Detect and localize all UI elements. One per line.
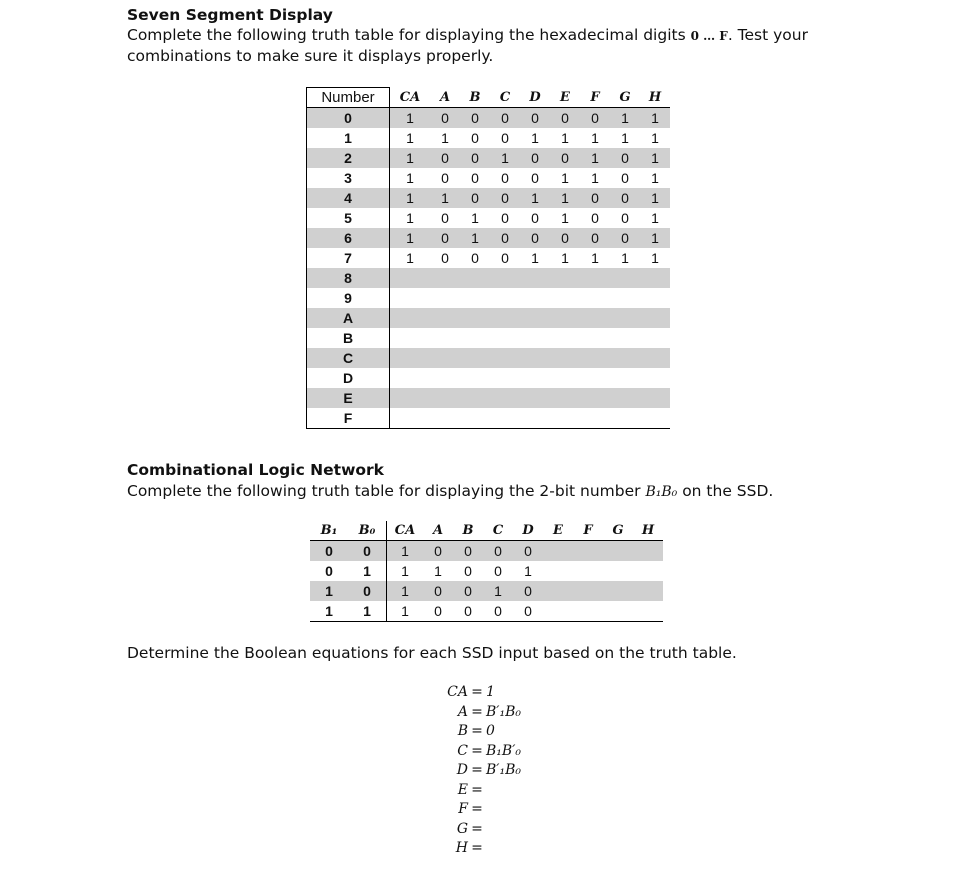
equation-lhs: F (458, 801, 468, 817)
table-row (310, 541, 663, 562)
segment-header: C (490, 88, 520, 108)
description-text-after: . Test your combinations to make sure it displays properly. (127, 26, 808, 65)
number-cell: 9 (307, 288, 390, 308)
segment-value-cell[interactable] (640, 328, 670, 348)
segment-header: D (513, 521, 543, 541)
segment-value-cell[interactable]: 0 (580, 188, 610, 208)
segment-value-cell[interactable]: 1 (434, 563, 442, 579)
segment-value-cell[interactable]: 0 (464, 563, 472, 579)
equals-sign: = (471, 801, 483, 817)
segment-value-cell[interactable] (490, 328, 520, 348)
equation-lhs: D (456, 762, 468, 778)
equals-sign: = (471, 762, 483, 778)
segment-value-cell[interactable] (640, 288, 670, 308)
equation-lhs: A (457, 703, 468, 720)
number-cell: 5 (307, 208, 390, 228)
segment-value-cell[interactable] (550, 388, 580, 408)
segment-value-cell[interactable]: 1 (483, 581, 513, 601)
segment-value-cell[interactable]: 0 (531, 170, 539, 186)
table-row (307, 188, 671, 208)
table-row (307, 248, 671, 268)
equation-rhs[interactable]: B′₁B₀ (486, 762, 521, 778)
segment-value-cell[interactable] (640, 388, 670, 408)
section-title-seven-segment: Seven Segment Display (127, 6, 333, 24)
segment-value-cell[interactable]: 0 (550, 228, 580, 248)
segment-value-cell[interactable] (550, 348, 580, 368)
segment-value-cell[interactable]: 0 (441, 170, 449, 186)
segment-value-cell[interactable]: 0 (550, 108, 580, 129)
equals-sign: = (471, 781, 483, 798)
segment-value-cell[interactable]: 0 (520, 228, 550, 248)
segment-value-cell[interactable]: 0 (453, 581, 483, 601)
equation-line (420, 703, 521, 723)
segment-value-cell[interactable]: 0 (441, 210, 449, 226)
number-cell: C (307, 348, 390, 368)
segment-value-cell[interactable] (390, 388, 431, 408)
segment-value-cell[interactable] (550, 408, 580, 429)
segment-value-cell[interactable] (430, 388, 460, 408)
segment-value-cell[interactable]: 1 (387, 541, 424, 562)
segment-value-cell[interactable] (603, 561, 633, 581)
segment-value-cell[interactable]: 0 (501, 250, 509, 266)
equals-sign: = (471, 820, 483, 837)
equation-line (420, 820, 521, 840)
segment-value-cell[interactable] (580, 368, 610, 388)
input-bit-cell: 0 (310, 541, 348, 562)
equals-sign: = (471, 703, 483, 720)
segment-value-cell[interactable]: 1 (651, 210, 659, 226)
segment-value-cell[interactable] (633, 601, 663, 622)
segment-value-cell[interactable]: 1 (640, 148, 670, 168)
segment-value-cell[interactable]: 0 (423, 581, 453, 601)
number-cell: 0 (307, 108, 390, 129)
segment-value-cell[interactable] (633, 581, 663, 601)
segment-value-cell[interactable] (543, 581, 573, 601)
table-row (307, 288, 671, 308)
segment-value-cell[interactable]: 1 (406, 130, 414, 146)
equation-lhs: G (456, 820, 468, 837)
segment-value-cell[interactable] (430, 348, 460, 368)
segment-value-cell[interactable]: 1 (591, 250, 599, 266)
segment-value-cell[interactable] (520, 328, 550, 348)
table-row (307, 388, 671, 408)
number-cell: 7 (307, 248, 390, 268)
equals-sign: = (471, 742, 483, 759)
segment-value-cell[interactable]: 0 (483, 541, 513, 562)
segment-header: H (640, 88, 670, 108)
equals-sign: = (471, 840, 483, 856)
segment-value-cell[interactable]: 0 (520, 108, 550, 129)
segment-value-cell[interactable] (460, 328, 490, 348)
input-header: B₁ (310, 521, 348, 541)
input-header: B₀ (348, 521, 387, 541)
number-cell: 4 (307, 188, 390, 208)
table-header-row (307, 88, 671, 108)
segment-value-cell[interactable] (520, 288, 550, 308)
equation-line (420, 761, 521, 781)
segment-value-cell[interactable] (390, 348, 431, 368)
segment-value-cell[interactable]: 0 (621, 170, 629, 186)
number-cell: 2 (307, 148, 390, 168)
number-cell: 3 (307, 168, 390, 188)
segment-value-cell[interactable]: 1 (651, 130, 659, 146)
seven-segment-truth-table (306, 87, 670, 429)
segment-value-cell[interactable]: 1 (406, 170, 414, 186)
input-bit-cell: 0 (325, 563, 333, 579)
segment-value-cell[interactable]: 0 (494, 563, 502, 579)
segment-value-cell[interactable]: 0 (490, 188, 520, 208)
equation-rhs[interactable]: 0 (486, 723, 495, 739)
segment-value-cell[interactable]: 1 (651, 170, 659, 186)
segment-value-cell[interactable] (490, 268, 520, 288)
segment-header: H (633, 521, 663, 541)
segment-value-cell[interactable]: 1 (531, 250, 539, 266)
equation-line (420, 839, 521, 859)
segment-value-cell[interactable] (430, 368, 460, 388)
segment-value-cell[interactable]: 1 (640, 228, 670, 248)
segment-value-cell[interactable] (490, 288, 520, 308)
segment-value-cell[interactable] (573, 541, 603, 562)
segment-value-cell[interactable]: 0 (460, 148, 490, 168)
table-row (307, 408, 671, 429)
segment-value-cell[interactable] (390, 268, 431, 288)
segment-value-cell[interactable]: 1 (591, 170, 599, 186)
number-symbol: B₁B₀ (645, 484, 678, 500)
segment-value-cell[interactable]: 0 (453, 601, 483, 622)
segment-value-cell[interactable]: 1 (561, 130, 569, 146)
input-bit-cell: 0 (348, 581, 387, 601)
segment-value-cell[interactable]: 1 (651, 250, 659, 266)
table-header-row (310, 521, 663, 541)
equation-lhs: B (457, 723, 468, 739)
segment-value-cell[interactable]: 0 (610, 188, 640, 208)
equation-line (420, 742, 521, 762)
segment-value-cell[interactable] (490, 348, 520, 368)
segment-value-cell[interactable] (580, 388, 610, 408)
segment-header: F (573, 521, 603, 541)
segment-value-cell[interactable] (543, 541, 573, 562)
segment-value-cell[interactable] (640, 368, 670, 388)
segment-value-cell[interactable] (430, 268, 460, 288)
segment-value-cell[interactable]: 0 (441, 250, 449, 266)
segment-value-cell[interactable] (390, 328, 431, 348)
segment-value-cell[interactable] (520, 368, 550, 388)
segment-value-cell[interactable] (580, 348, 610, 368)
segment-value-cell[interactable] (550, 368, 580, 388)
segment-value-cell[interactable]: 0 (580, 228, 610, 248)
equation-line (420, 800, 521, 820)
segment-header: G (610, 88, 640, 108)
equation-line (420, 781, 521, 801)
segment-value-cell[interactable] (610, 328, 640, 348)
input-bit-cell: 1 (310, 601, 348, 622)
segment-value-cell[interactable]: 1 (621, 250, 629, 266)
segment-value-cell[interactable] (430, 328, 460, 348)
segment-header: B (460, 88, 490, 108)
equation-line (420, 683, 521, 703)
section-description-seven-segment (127, 25, 847, 66)
segment-value-cell[interactable]: 0 (513, 581, 543, 601)
table-row (307, 128, 671, 148)
equation-rhs[interactable]: B′₁B₀ (486, 703, 521, 720)
segment-value-cell[interactable]: 0 (621, 210, 629, 226)
equation-line (420, 722, 521, 742)
segment-value-cell[interactable] (460, 268, 490, 288)
segment-value-cell[interactable]: 1 (580, 148, 610, 168)
segment-value-cell[interactable]: 0 (471, 170, 479, 186)
description-text-after: on the SSD. (677, 482, 774, 500)
equation-lhs: H (455, 840, 468, 856)
segment-header: E (550, 88, 580, 108)
number-cell: F (307, 408, 390, 429)
table-row (307, 268, 671, 288)
segment-value-cell[interactable] (580, 288, 610, 308)
description-text-before: Complete the following truth table for displaying the hexadecimal digits (127, 26, 691, 44)
segment-value-cell[interactable] (610, 308, 640, 328)
segment-value-cell[interactable]: 1 (387, 581, 424, 601)
segment-value-cell[interactable] (460, 388, 490, 408)
segment-value-cell[interactable] (460, 408, 490, 429)
segment-value-cell[interactable]: 0 (471, 130, 479, 146)
segment-value-cell[interactable]: 1 (390, 188, 431, 208)
segment-value-cell[interactable] (430, 288, 460, 308)
segment-value-cell[interactable]: 1 (524, 563, 532, 579)
segment-value-cell[interactable] (460, 308, 490, 328)
segment-value-cell[interactable] (430, 408, 460, 429)
equation-lhs: C (457, 742, 468, 759)
segment-value-cell[interactable]: 1 (390, 108, 431, 129)
segment-value-cell[interactable]: 0 (591, 210, 599, 226)
segment-value-cell[interactable]: 1 (520, 188, 550, 208)
segment-value-cell[interactable] (460, 368, 490, 388)
segment-value-cell[interactable] (580, 408, 610, 429)
segment-value-cell[interactable]: 0 (501, 170, 509, 186)
segment-value-cell[interactable]: 1 (591, 130, 599, 146)
segment-value-cell[interactable] (610, 268, 640, 288)
table-row (307, 348, 671, 368)
segment-value-cell[interactable] (580, 268, 610, 288)
segment-value-cell[interactable]: 0 (610, 148, 640, 168)
segment-value-cell[interactable]: 0 (460, 108, 490, 129)
table-row (310, 601, 663, 622)
segment-value-cell[interactable] (490, 408, 520, 429)
segment-header: CA (387, 521, 424, 541)
input-bit-cell: 1 (348, 561, 387, 581)
segment-value-cell[interactable]: 1 (621, 130, 629, 146)
table-row (307, 368, 671, 388)
segment-value-cell[interactable] (580, 308, 610, 328)
segment-value-cell[interactable]: 1 (460, 228, 490, 248)
table-row (307, 108, 671, 129)
table-row (307, 228, 671, 248)
segment-value-cell[interactable] (460, 288, 490, 308)
segment-value-cell[interactable]: 0 (610, 228, 640, 248)
segment-value-cell[interactable] (573, 581, 603, 601)
section-title-combinational: Combinational Logic Network (127, 461, 384, 479)
equation-lhs: CA (447, 684, 468, 700)
segment-value-cell[interactable]: 1 (441, 130, 449, 146)
segment-value-cell[interactable]: 1 (531, 130, 539, 146)
input-bit-cell: 0 (348, 541, 387, 562)
segment-value-cell[interactable] (610, 368, 640, 388)
segment-value-cell[interactable]: 1 (406, 210, 414, 226)
input-bit-cell: 1 (348, 601, 387, 622)
segment-value-cell[interactable] (543, 561, 573, 581)
segment-value-cell[interactable]: 0 (453, 541, 483, 562)
segment-value-cell[interactable]: 0 (483, 601, 513, 622)
segment-value-cell[interactable] (640, 408, 670, 429)
segment-value-cell[interactable]: 1 (640, 188, 670, 208)
section-description-combinational (127, 481, 847, 502)
table-row (307, 328, 671, 348)
segment-value-cell[interactable] (573, 561, 603, 581)
segment-header: A (430, 88, 460, 108)
segment-value-cell[interactable] (640, 308, 670, 328)
number-cell: B (307, 328, 390, 348)
segment-value-cell[interactable]: 1 (471, 210, 479, 226)
segment-value-cell[interactable]: 0 (513, 601, 543, 622)
segment-value-cell[interactable]: 0 (501, 210, 509, 226)
segment-value-cell[interactable] (550, 308, 580, 328)
segment-value-cell[interactable] (520, 308, 550, 328)
segment-value-cell[interactable]: 0 (580, 108, 610, 129)
segment-value-cell[interactable] (520, 348, 550, 368)
equals-sign: = (471, 723, 483, 739)
segment-header: C (483, 521, 513, 541)
segment-value-cell[interactable]: 1 (390, 148, 431, 168)
segment-value-cell[interactable]: 0 (513, 541, 543, 562)
table-row (307, 308, 671, 328)
segment-header: A (423, 521, 453, 541)
segment-value-cell[interactable]: 0 (430, 108, 460, 129)
input-bit-cell: 1 (310, 581, 348, 601)
segment-value-cell[interactable] (610, 408, 640, 429)
segment-header: B (453, 521, 483, 541)
segment-value-cell[interactable] (390, 308, 431, 328)
segment-value-cell[interactable] (550, 328, 580, 348)
table-row (310, 561, 663, 581)
segment-value-cell[interactable] (390, 368, 431, 388)
equation-rhs[interactable]: B₁B′₀ (486, 742, 521, 759)
segment-value-cell[interactable]: 1 (561, 170, 569, 186)
segment-value-cell[interactable] (633, 561, 663, 581)
segment-value-cell[interactable]: 0 (471, 250, 479, 266)
segment-header: CA (390, 88, 431, 108)
table-row (310, 581, 663, 601)
segment-value-cell[interactable] (640, 348, 670, 368)
segment-value-cell[interactable]: 1 (550, 188, 580, 208)
segment-value-cell[interactable] (390, 408, 431, 429)
segment-value-cell[interactable] (633, 541, 663, 562)
segment-value-cell[interactable]: 0 (531, 210, 539, 226)
segment-value-cell[interactable]: 1 (406, 250, 414, 266)
segment-value-cell[interactable]: 0 (430, 148, 460, 168)
segment-header: F (580, 88, 610, 108)
number-cell: 1 (307, 128, 390, 148)
segment-value-cell[interactable] (520, 408, 550, 429)
segment-value-cell[interactable] (610, 388, 640, 408)
table-row (307, 168, 671, 188)
segment-header: D (520, 88, 550, 108)
segment-value-cell[interactable]: 1 (430, 188, 460, 208)
section-description-equations: Determine the Boolean equations for each SSD input based on the truth table. (127, 644, 737, 662)
segment-value-cell[interactable] (460, 348, 490, 368)
segment-value-cell[interactable]: 0 (490, 228, 520, 248)
segment-value-cell[interactable]: 0 (460, 188, 490, 208)
segment-value-cell[interactable]: 1 (561, 210, 569, 226)
segment-value-cell[interactable]: 1 (640, 108, 670, 129)
number-column-header: Number (307, 88, 390, 108)
segment-value-cell[interactable] (520, 268, 550, 288)
number-cell: 8 (307, 268, 390, 288)
segment-value-cell[interactable] (430, 308, 460, 328)
segment-value-cell[interactable] (490, 368, 520, 388)
segment-value-cell[interactable]: 1 (490, 148, 520, 168)
equation-lhs: E (457, 781, 468, 798)
segment-value-cell[interactable] (520, 388, 550, 408)
segment-value-cell[interactable] (543, 601, 573, 622)
equation-rhs[interactable]: 1 (486, 684, 495, 700)
segment-value-cell[interactable]: 0 (490, 108, 520, 129)
number-cell: A (307, 308, 390, 328)
boolean-equations (420, 683, 521, 859)
segment-value-cell[interactable] (580, 328, 610, 348)
segment-value-cell[interactable] (573, 601, 603, 622)
segment-header: G (603, 521, 633, 541)
segment-value-cell[interactable] (603, 541, 633, 562)
segment-value-cell[interactable]: 0 (423, 541, 453, 562)
segment-value-cell[interactable] (550, 268, 580, 288)
segment-header: E (543, 521, 573, 541)
segment-value-cell[interactable]: 1 (390, 228, 431, 248)
segment-value-cell[interactable]: 0 (430, 228, 460, 248)
segment-value-cell[interactable] (490, 308, 520, 328)
segment-value-cell[interactable]: 0 (423, 601, 453, 622)
segment-value-cell[interactable] (610, 348, 640, 368)
segment-value-cell[interactable]: 1 (401, 563, 409, 579)
combinational-truth-table (310, 521, 663, 622)
segment-value-cell[interactable] (610, 288, 640, 308)
segment-value-cell[interactable] (640, 268, 670, 288)
number-cell: D (307, 368, 390, 388)
table-row (307, 208, 671, 228)
segment-value-cell[interactable] (550, 288, 580, 308)
equals-sign: = (471, 684, 483, 700)
segment-value-cell[interactable] (603, 581, 633, 601)
segment-value-cell[interactable] (390, 288, 431, 308)
hex-range: 0 … F (690, 29, 728, 43)
number-cell: 6 (307, 228, 390, 248)
segment-value-cell[interactable] (490, 388, 520, 408)
segment-value-cell[interactable]: 1 (561, 250, 569, 266)
segment-value-cell[interactable] (603, 601, 633, 622)
segment-value-cell[interactable]: 0 (550, 148, 580, 168)
number-cell: E (307, 388, 390, 408)
segment-value-cell[interactable]: 1 (610, 108, 640, 129)
segment-value-cell[interactable]: 1 (387, 601, 424, 622)
table-row (307, 148, 671, 168)
segment-value-cell[interactable]: 0 (501, 130, 509, 146)
description-text-before: Complete the following truth table for displaying the 2-bit number (127, 482, 646, 500)
segment-value-cell[interactable]: 0 (520, 148, 550, 168)
